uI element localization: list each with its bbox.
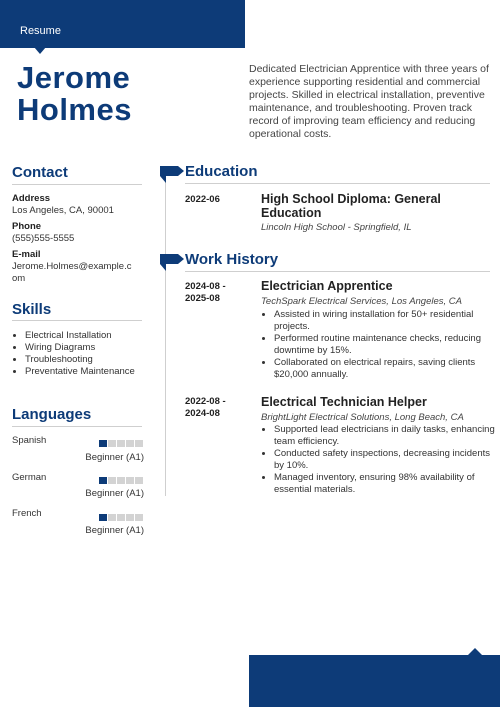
last-name: Holmes: [17, 92, 132, 127]
education-heading: Education: [185, 163, 258, 180]
job-date: [185, 396, 226, 420]
timeline-line: [165, 180, 166, 496]
level-cell-empty: [117, 440, 125, 447]
language-level-bar: [99, 477, 143, 484]
job-title: Electrical Technician Helper: [261, 395, 427, 409]
level-cell-empty: [117, 514, 125, 521]
skills-list: [12, 330, 155, 378]
resume-label: Resume: [20, 25, 61, 37]
language-name: French: [12, 508, 42, 519]
language-level: Beginner (A1): [85, 452, 144, 463]
candidate-name: [17, 62, 237, 126]
education-degree: [261, 192, 441, 220]
degree-line-1: High School Diploma: General: [261, 192, 441, 206]
job-bullets: [261, 424, 500, 496]
education-rule: [185, 183, 490, 184]
contact-rule: [12, 184, 142, 185]
skill-item: • Electrical Installation: [25, 330, 155, 342]
job-bullet: • Managed inventory, ensuring 98% availability of essential materials.: [274, 472, 500, 496]
level-cell-empty: [135, 440, 143, 447]
job-title: Electrician Apprentice: [261, 279, 393, 293]
job-bullets: [261, 309, 500, 381]
skills-rule: [12, 320, 142, 321]
contact-heading: Contact: [12, 164, 68, 181]
work-rule: [185, 271, 490, 272]
language-name: German: [12, 472, 47, 483]
languages-heading: Languages: [12, 406, 92, 423]
level-cell-empty: [117, 477, 125, 484]
email-line-2: om: [12, 273, 26, 284]
job-employer: TechSpark Electrical Services, Los Angeles, CA: [261, 296, 462, 307]
language-level-bar: [99, 440, 143, 447]
job-bullet: • Collaborated on electrical repairs, saving clients $20,000 annually.: [274, 357, 500, 381]
language-level: Beginner (A1): [85, 525, 144, 536]
education-date: 2022-06: [185, 194, 220, 205]
level-cell-empty: [126, 514, 134, 521]
level-cell-empty: [126, 477, 134, 484]
level-cell-empty: [108, 477, 116, 484]
job-date-start: 2024-08 -: [185, 281, 226, 292]
skill-item: • Troubleshooting: [25, 354, 155, 366]
address-value: Los Angeles, CA, 90001: [12, 205, 114, 216]
skill-item: • Preventative Maintenance: [25, 366, 155, 378]
job-date-start: 2022-08 -: [185, 396, 226, 407]
language-level-bar: [99, 514, 143, 521]
email-value[interactable]: [12, 261, 131, 285]
level-cell-empty: [126, 440, 134, 447]
level-cell-empty: [135, 477, 143, 484]
phone-value: (555)555-5555: [12, 233, 75, 244]
level-cell-empty: [108, 440, 116, 447]
footer-notch: [468, 648, 482, 655]
job-date-end: 2025-08: [185, 293, 220, 304]
email-label: E-mail: [12, 249, 41, 260]
first-name: Jerome: [17, 60, 131, 95]
job-bullet: • Conducted safety inspections, decreasing incidents by 10%.: [274, 448, 500, 472]
language-name: Spanish: [12, 435, 47, 446]
email-line-1: Jerome.Holmes@example.c: [12, 261, 132, 272]
job-date-end: 2024-08: [185, 408, 220, 419]
skill-item: • Wiring Diagrams: [25, 342, 155, 354]
work-heading: Work History: [185, 251, 279, 268]
languages-rule: [12, 426, 142, 427]
level-cell-empty: [108, 514, 116, 521]
job-employer: BrightLight Electrical Solutions, Long Beach, CA: [261, 412, 464, 423]
address-label: Address: [12, 193, 51, 204]
degree-line-2: Education: [261, 206, 322, 220]
job-bullet: • Supported lead electricians in daily tasks, enhancing team efficiency.: [274, 424, 500, 448]
phone-label: Phone: [12, 221, 42, 232]
summary-text: Dedicated Electrician Apprentice with three years of experience supporting residential and commercial projects. Skilled in electrical installation, preventive maintenance, and troubleshooting. Proven track record of improving team efficiency and reducing operational costs.: [249, 63, 489, 140]
job-bullet: • Performed routine maintenance checks, reducing downtime by 15%.: [274, 333, 500, 357]
banner-notch: [34, 47, 46, 54]
level-cell-filled: [99, 440, 107, 447]
skills-heading: Skills: [12, 301, 52, 318]
level-cell-filled: [99, 477, 107, 484]
education-school: Lincoln High School - Springfield, IL: [261, 222, 412, 233]
level-cell-empty: [135, 514, 143, 521]
footer-block: [249, 655, 500, 707]
job-date: [185, 281, 226, 305]
job-bullet: • Assisted in wiring installation for 50+ residential projects.: [274, 309, 500, 333]
level-cell-filled: [99, 514, 107, 521]
language-level: Beginner (A1): [85, 488, 144, 499]
header-banner: [0, 0, 245, 48]
